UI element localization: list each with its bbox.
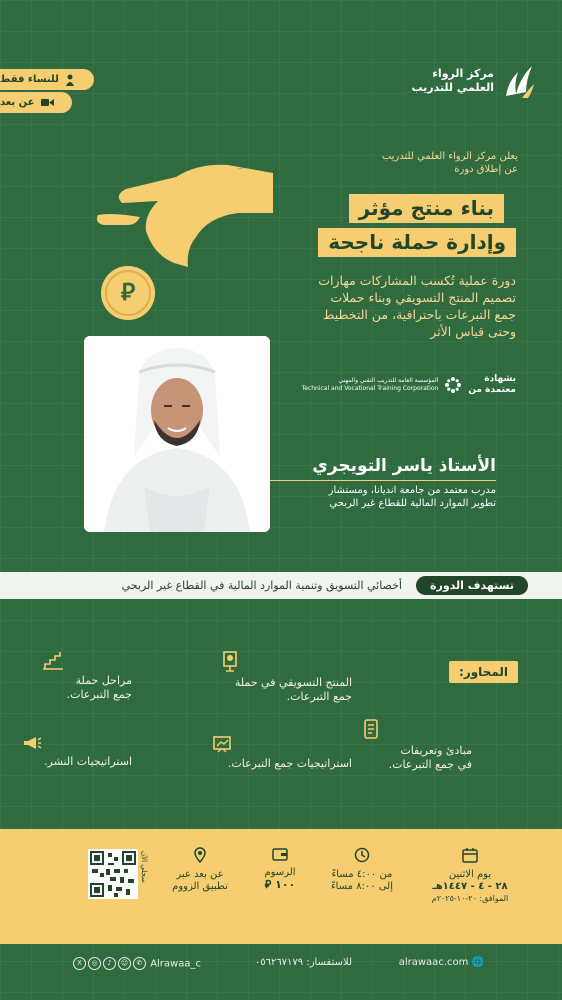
remote-label: عن بعد xyxy=(0,97,35,108)
date-hijri: ٢٨ - ٤ - ١٤٤٧هـ xyxy=(432,881,508,892)
women-only-tag xyxy=(0,69,94,90)
qr-code-icon xyxy=(90,851,136,897)
qr-label: سجلي الآن xyxy=(140,851,148,883)
clock-icon xyxy=(354,847,370,863)
strategy-board-icon xyxy=(212,735,232,753)
axis-line1: المنتج التسويقي في حملة xyxy=(234,676,352,689)
audience-label: تستهدف الدورة xyxy=(416,576,528,595)
time-cell xyxy=(322,847,402,893)
wallet-icon xyxy=(272,847,288,861)
axis-item xyxy=(42,650,132,702)
axis-line2: جمع التبرعات. xyxy=(286,690,352,703)
description-line: جمع التبرعات باحترافية، من التخطيط xyxy=(322,307,516,322)
trainer-portrait xyxy=(84,336,270,532)
video-icon xyxy=(41,98,54,107)
whatsapp-icon[interactable]: ✆ xyxy=(133,957,146,970)
certificate-org-en: Technical and Vocational Training Corporation xyxy=(301,385,439,392)
footer-website[interactable]: 🌐 alrawaac.com xyxy=(398,957,484,968)
footer-inquiry: للاستفسار: ٠٥٦٢٦٧١٧٩ xyxy=(254,957,352,968)
tiktok-icon[interactable]: ♪ xyxy=(103,957,116,970)
announce-line2: عن إطلاق دورة xyxy=(454,164,518,175)
certificate-label1: بشهادة xyxy=(484,374,516,384)
axis-item xyxy=(222,650,352,704)
trainer-name: الأستاذ ياسر التويجري xyxy=(312,456,496,476)
certificate-label2: معتمدة من xyxy=(468,385,516,395)
axis-line2: جمع التبرعات. xyxy=(66,688,132,701)
course-title-line1: بناء منتج مؤثر xyxy=(349,194,504,223)
trainer-photo xyxy=(84,336,270,532)
social-handle: Alrawaa_c xyxy=(150,958,201,970)
tvtc-logo-icon xyxy=(444,376,462,394)
course-description xyxy=(256,272,516,340)
axis-line2: في جمع التبرعات. xyxy=(388,758,472,771)
women-only-label: للنساء فقط xyxy=(0,74,59,85)
globe-icon: 🌐 xyxy=(471,957,484,968)
name-divider xyxy=(270,480,496,481)
calendar-icon xyxy=(462,847,478,863)
axes-label: المحاور: xyxy=(449,661,518,683)
description-line: تصميم المنتج التسويقي وبناء حملات xyxy=(330,290,516,305)
center-logo xyxy=(411,62,536,100)
fee-label: الرسوم xyxy=(264,867,296,878)
time-from: من ٤:٠٠ مساءً xyxy=(331,869,393,880)
woman-icon xyxy=(65,74,75,86)
trainer-role-line1: مدرب معتمد من جامعة انديانا، ومستشار xyxy=(328,485,496,496)
certificate-org-ar: المؤسسة العامة للتدريب التقني والمهني xyxy=(338,377,439,384)
date-day: يوم الاثنين xyxy=(448,869,492,880)
axis-line1: مراحل حملة xyxy=(75,674,132,687)
logo-line2: العلمي للتدريب xyxy=(411,81,494,94)
axis-line1: استراتيجيات جمع التبرعات. xyxy=(227,757,352,770)
fee-cell xyxy=(250,847,310,891)
location-cell xyxy=(160,847,240,893)
x-icon[interactable]: X xyxy=(73,957,86,970)
course-title-line2: وإدارة حملة ناجحة xyxy=(318,228,516,257)
date-gregorian: الموافق: ٢٠-١٠-٢٠٢٥م xyxy=(431,894,509,903)
trainer-role-line2: تطوير الموارد المالية للقطاع غير الربحي xyxy=(329,498,496,509)
time-to: إلى ٨:٠٠ مساءً xyxy=(330,881,394,892)
scroll-icon xyxy=(362,718,380,740)
date-cell xyxy=(424,847,516,905)
axis-item xyxy=(212,735,352,771)
instagram-icon[interactable]: ◎ xyxy=(88,957,101,970)
snapchat-icon[interactable]: ☺ xyxy=(118,957,131,970)
logo-mark-icon xyxy=(502,62,536,100)
footer-social[interactable] xyxy=(72,957,201,970)
details-band xyxy=(0,829,562,944)
remote-tag xyxy=(0,92,72,113)
qr-code[interactable] xyxy=(88,849,138,899)
audience-text: أخصائي التسويق وتنمية الموارد المالية في القطاع غير الربحي xyxy=(121,579,402,592)
description-line: دورة عملية تُكسب المشاركات مهارات xyxy=(318,273,516,288)
stairs-chart-icon xyxy=(42,650,64,670)
axis-item xyxy=(362,718,472,772)
description-line: وحتى قياس الأثر xyxy=(430,324,516,339)
megaphone-icon xyxy=(22,735,42,751)
announce-line1: يعلن مركز الرواء العلمي للتدريب xyxy=(381,151,518,162)
location-line1: عن بعد عبر xyxy=(176,869,224,880)
axis-item xyxy=(22,735,132,769)
location-line2: تطبيق الزووم xyxy=(172,881,228,892)
logo-line1: مركز الرواء xyxy=(432,67,494,80)
axis-line1: استراتيجيات النشر. xyxy=(44,755,132,768)
certificate-block xyxy=(302,374,516,396)
location-pin-icon xyxy=(194,847,206,863)
fee-value: ١٠٠ ⃁ xyxy=(264,878,296,891)
product-icon xyxy=(222,650,238,672)
trainer-role xyxy=(329,484,496,510)
riyal-coin-symbol: ⃁ xyxy=(120,278,136,306)
axis-line1: مبادئ وتعريفات xyxy=(400,744,472,757)
announcement xyxy=(382,150,518,176)
